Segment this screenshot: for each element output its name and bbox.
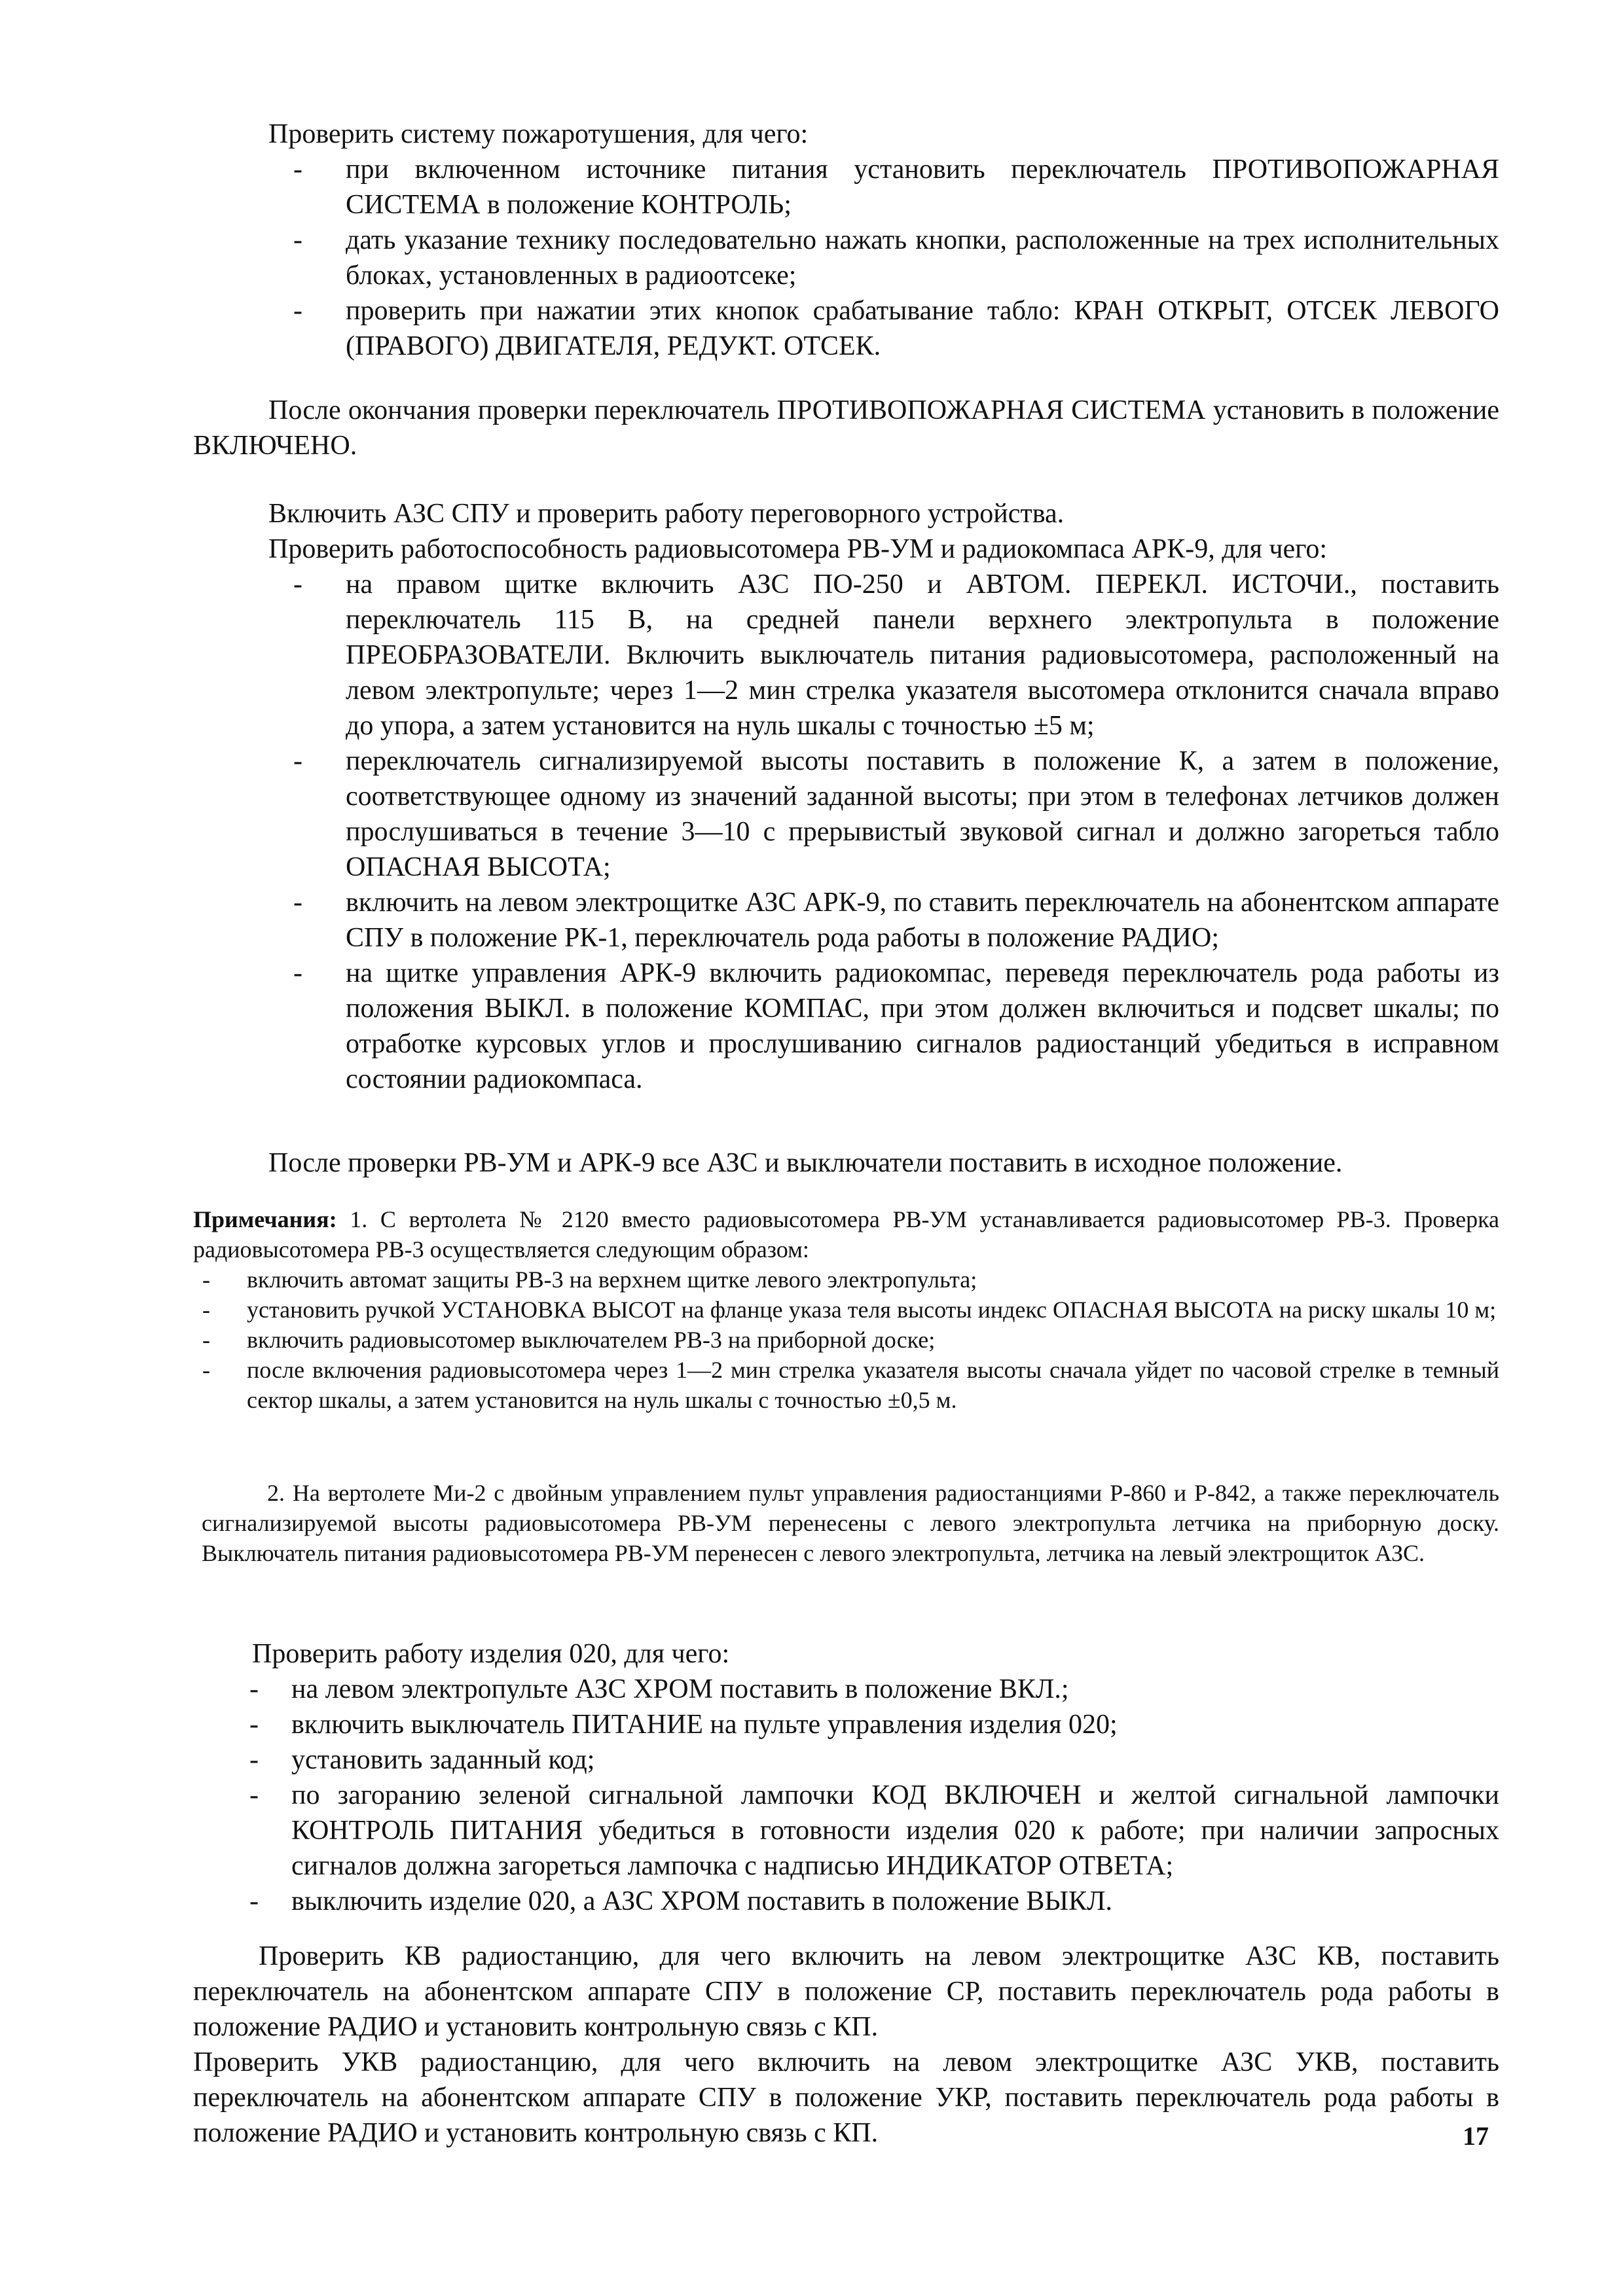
fire-check-list	[346, 152, 1499, 364]
list-item: - дать указание технику последовательно нажать кнопки, расположенные на трех исполнительных блоках, установленных в радиоотсеке;	[346, 223, 1499, 293]
note-2-text: 2. На вертолете Ми-2 с двойным управлением пульт управления радиостанциями Р-860 и Р-842, а также переключатель сигнализируемой высоты радиовысотомера РВ-УМ перенесены с левого электропульта летчика на приборную доску. Выключатель питания радиовысотомера РВ-УМ перенесен с левого электропульта, летчика на левый электрощиток АЗС.	[202, 1480, 1499, 1566]
altimeter-check-intro: Проверить работоспособность радиовысотомера РВ-УМ и радиокомпаса АРК-9, для чего:	[268, 534, 1327, 564]
page-number: 17	[1463, 2121, 1489, 2151]
altimeter-after-paragraph	[268, 1145, 1499, 1181]
ukv-radio-paragraph: Проверить УКВ радиостанцию, для чего включить на левом электрощитке АЗС УКВ, поставить переключатель на абонентском аппарате СПУ в положение УКР, поставить переключатель рода работы в положение РАДИО и установить контрольную связь с КП.	[193, 2047, 1499, 2148]
list-item: - включить радиовысотомер выключателем РВ-3 на приборной доске;	[193, 1325, 1499, 1355]
list-item: - установить заданный код;	[291, 1742, 1499, 1778]
list-item: - проверить при нажатии этих кнопок срабатывание табло: КРАН ОТКРЫТ, ОТСЕК ЛЕВОГО (ПРАВОГО) ДВИГАТЕЛЯ, РЕДУКТ. ОТСЕК.	[346, 293, 1499, 364]
kv-radio-paragraph: Проверить КВ радиостанцию, для чего включить на левом электрощитке АЗС КВ, поставить переключатель на абонентском аппарате СПУ в положение СР, поставить переключатель рода работы в положение РАДИО и установить контрольную связь с КП.	[193, 1941, 1499, 2042]
altimeter-check-list	[346, 567, 1499, 1097]
list-item: - включить выключатель ПИТАНИЕ на пульте управления изделия 020;	[291, 1707, 1499, 1742]
list-item: - включить автомат защиты РВ-3 на верхнем щитке левого электропульта;	[193, 1265, 1499, 1295]
list-item: - после включения радиовысотомера через 1—2 мин стрелка указателя высоты сначала уйдет по часовой стрелке в темный сектор шкалы, а затем установится на нуль шкалы с точностью ±0,5 м.	[193, 1355, 1499, 1415]
list-item: - по загоранию зеленой сигнальной лампочки КОД ВКЛЮЧЕН и желтой сигнальной лампочки КОНТРОЛЬ ПИТАНИЯ убедиться в готовности изделия 020 к работе; при наличии запросных сигналов должна загореться лампочка с надписью ИНДИКАТОР ОТВЕТА;	[291, 1778, 1499, 1884]
list-item: - выключить изделие 020, а АЗС ХРОМ поставить в положение ВЫКЛ.	[291, 1884, 1499, 1919]
item-020-section	[252, 1636, 1499, 1919]
notes-section	[193, 1204, 1499, 1415]
list-item: - переключатель сигнализируемой высоты поставить в положение К, а затем в положение, соответствующее одному из значений заданной высоты; при этом в телефонах летчиков должен прослушиваться в течение 3—10 с прерывистый звуковой сигнал и должно загореться табло ОПАСНАЯ ВЫСОТА;	[346, 744, 1499, 885]
note-1	[193, 1204, 1499, 1265]
list-item: - включить на левом электрощитке АЗС АРК-9, по ставить переключатель на абонентском аппарате СПУ в положение РК-1, переключатель рода работы в положение РАДИО;	[346, 885, 1499, 956]
item-020-intro: Проверить работу изделия 020, для чего:	[252, 1639, 730, 1669]
altimeter-section	[268, 496, 1499, 1097]
item-020-list	[291, 1672, 1499, 1919]
fire-check-intro: Проверить систему пожаротушения, для чего:	[268, 119, 809, 149]
paragraph-text: После окончания проверки переключатель ПРОТИВОПОЖАРНАЯ СИСТЕМА установить в положение ВКЛЮЧЕНО.	[193, 395, 1499, 461]
list-item: - на левом электропульте АЗС ХРОМ поставить в положение ВКЛ.;	[291, 1672, 1499, 1707]
radio-section	[193, 1939, 1499, 2151]
list-item: - при включенном источнике питания установить переключатель ПРОТИВОПОЖАРНАЯ СИСТЕМА в положение КОНТРОЛЬ;	[346, 152, 1499, 223]
fire-after-paragraph	[193, 393, 1499, 463]
note-2	[202, 1478, 1499, 1568]
notes-label: Примечания:	[193, 1206, 337, 1232]
notes-list	[193, 1265, 1499, 1415]
spu-check-line: Включить АЗС СПУ и проверить работу переговорного устройства.	[268, 499, 1065, 529]
list-item: - установить ручкой УСТАНОВКА ВЫСОТ на фланце указа теля высоты индекс ОПАСНАЯ ВЫСОТА на риску шкалы 10 м;	[193, 1295, 1499, 1325]
list-item: - на щитке управления АРК-9 включить радиокомпас, переведя переключатель рода работы из положения ВЫКЛ. в положение КОМПАС, при этом должен включиться и подсвет шкалы; по отработке курсовых углов и прослушиванию сигналов радиостанций убедиться в исправном состоянии радиокомпаса.	[346, 956, 1499, 1097]
note-1-text: 1. С вертолета № 2120 вместо радиовысотомера РВ-УМ устанавливается радиовысотомер РВ-3. Проверка радиовысотомера РВ-3 осуществляется следующим образом:	[193, 1206, 1499, 1263]
paragraph-text: После проверки РВ-УМ и АРК-9 все АЗС и выключатели поставить в исходное положение.	[268, 1148, 1343, 1178]
list-item: - на правом щитке включить АЗС ПО-250 и АВТОМ. ПЕРЕКЛ. ИСТОЧИ., поставить переключатель 115 В, на средней панели верхнего электропульта в положение ПРЕОБРАЗОВАТЕЛИ. Включить выключатель питания радиовысотомера, расположенный на левом электропульте; через 1—2 мин стрелка указателя высотомера отклонится сначала вправо до упора, а затем установится на нуль шкалы с точностью ±5 м;	[346, 567, 1499, 744]
fire-check-section	[268, 117, 1499, 364]
